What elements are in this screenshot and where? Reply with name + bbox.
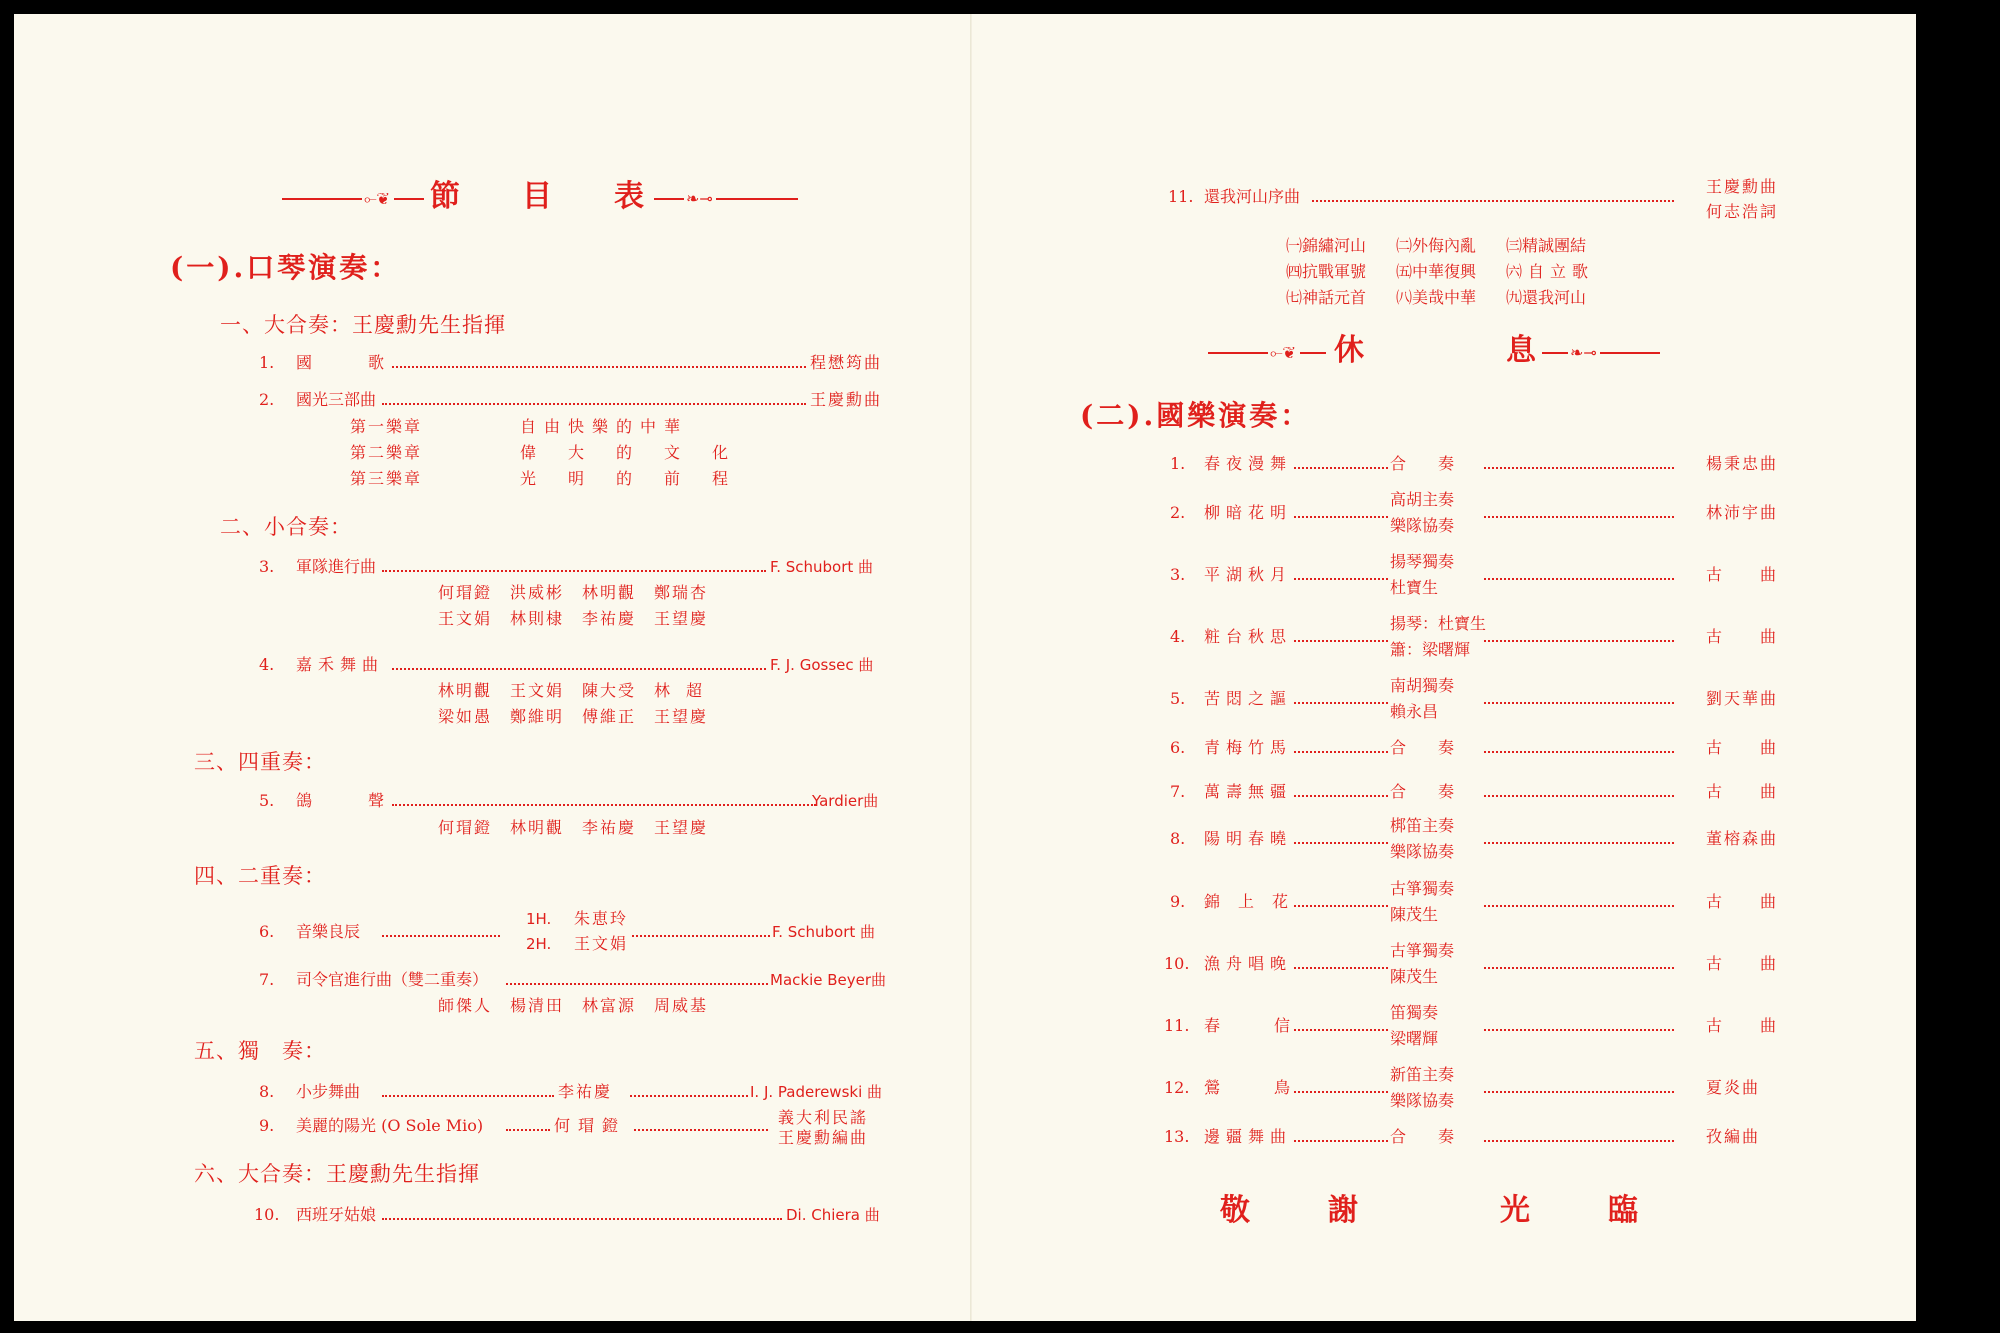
group-quartet: 三、四重奏：: [194, 750, 326, 774]
leader-dots: [1294, 1029, 1388, 1031]
item-title: 苦悶之謳: [1204, 689, 1293, 708]
item-composer: 孜編曲: [1706, 1127, 1761, 1146]
performer: 朱恵玲: [574, 909, 629, 928]
item-performance: 合 奏: [1390, 454, 1455, 473]
item-title: 錦上花: [1204, 892, 1307, 911]
intermission-ornament-left: ⟜❦: [1208, 344, 1328, 362]
item-number: 4.: [259, 655, 275, 674]
item-title: 青梅竹馬: [1204, 738, 1293, 757]
item-composer: F. J. Gossec 曲: [770, 656, 874, 674]
leader-dots: [1294, 578, 1388, 580]
item-number: 8.: [259, 1082, 275, 1101]
item-performance: 梆笛主奏: [1390, 816, 1455, 835]
group-solo: 五、獨 奏：: [194, 1039, 326, 1063]
item-performer: 樂隊協奏: [1390, 516, 1455, 535]
item-number: 1.: [259, 353, 275, 372]
group-grand-ensemble-2: 六、大合奏：王慶勳先生指揮: [194, 1162, 480, 1186]
performer: 林則棣: [510, 609, 565, 628]
item-composer: Di. Chiera 曲: [786, 1206, 880, 1224]
performer: 梁如愚: [438, 707, 493, 726]
item-composer: 夏炎曲: [1706, 1078, 1761, 1097]
leader-dots: [632, 935, 770, 937]
item-composer: 古 曲: [1706, 1016, 1779, 1035]
item-title: 西班牙姑娘: [296, 1205, 377, 1224]
performer: 李祐慶: [582, 609, 637, 628]
item-performer: 杜寶生: [1390, 578, 1439, 597]
item-performance: 合 奏: [1390, 738, 1455, 757]
item-number: 2.: [1170, 503, 1186, 522]
item-number: 4.: [1170, 627, 1186, 646]
item-number: 6.: [259, 922, 275, 941]
leader-dots: [1484, 516, 1674, 518]
group-duet: 四、二重奏：: [194, 864, 326, 888]
item-title: 音樂良辰: [296, 922, 361, 941]
leader-dots: [1294, 640, 1388, 642]
item-performer: 簫：梁曙輝: [1390, 640, 1471, 659]
item-title: 漁舟唱晚: [1204, 954, 1293, 973]
item-composer: 王慶勳曲: [1706, 177, 1779, 196]
leader-dots: [1484, 1091, 1674, 1093]
leader-dots: [1484, 578, 1674, 580]
item-number: 1.: [1170, 454, 1186, 473]
performer: 王望慶: [654, 707, 709, 726]
movement-label: 第一樂章: [350, 417, 423, 436]
performer: 王文娟: [510, 681, 565, 700]
item-lyricist: 何志浩詞: [1706, 202, 1779, 221]
leader-dots: [392, 366, 806, 368]
item-title: 平湖秋月: [1204, 565, 1293, 584]
item-number: 12.: [1164, 1078, 1190, 1097]
item-title: 陽明春曉: [1204, 829, 1293, 848]
item-performance: 笛獨奏: [1390, 1003, 1439, 1022]
closing-char-2: 謝: [1328, 1193, 1358, 1228]
movement-label: 第三樂章: [350, 469, 423, 488]
leader-dots: [1484, 1140, 1674, 1142]
item-title: 春夜漫舞: [1204, 454, 1293, 473]
right-page: [972, 14, 1916, 1321]
performer: 楊清田: [510, 996, 565, 1015]
suite-part: ㈡外侮內亂: [1396, 236, 1477, 255]
item-number: 7.: [1170, 782, 1186, 801]
title-ornament-right: ❧⊸: [654, 190, 799, 208]
item-title: 司令官進行曲（雙二重奏）: [296, 970, 489, 989]
performer: 李祐慶: [582, 818, 637, 837]
performer: 周威基: [654, 996, 709, 1015]
leader-dots: [506, 983, 768, 985]
suite-part: ㈧美哉中華: [1396, 288, 1477, 307]
leader-dots: [1484, 905, 1674, 907]
suite-part: ㈤中華復興: [1396, 262, 1477, 281]
item-number: 5.: [259, 791, 275, 810]
leader-dots: [1294, 795, 1388, 797]
item-composer: 楊秉忠曲: [1706, 454, 1779, 473]
movement-title: 偉大的文化: [520, 443, 761, 462]
item-composer: 劉天華曲: [1706, 689, 1779, 708]
performer: 洪威彬: [510, 583, 565, 602]
leader-dots: [1312, 200, 1674, 202]
item-composer: 林沛宇曲: [1706, 503, 1779, 522]
item-performance: 古箏獨奏: [1390, 941, 1455, 960]
leader-dots: [1294, 516, 1388, 518]
leader-dots: [392, 668, 766, 670]
item-title: 還我河山序曲: [1204, 187, 1301, 206]
leader-dots: [1484, 640, 1674, 642]
item-title: 軍隊進行曲: [296, 557, 377, 576]
leader-dots: [1484, 967, 1674, 969]
item-performer: 梁曙輝: [1390, 1029, 1439, 1048]
leader-dots: [1294, 751, 1388, 753]
performer: 何瑁鐙: [438, 818, 493, 837]
item-performance: 新笛主奏: [1390, 1065, 1455, 1084]
item-performance: 合 奏: [1390, 1127, 1455, 1146]
leader-dots: [634, 1129, 768, 1131]
part-label: 1H.: [526, 910, 552, 928]
performer: 鄭瑞杏: [654, 583, 709, 602]
leader-dots: [382, 935, 500, 937]
item-number: 9.: [1170, 892, 1186, 911]
leader-dots: [1484, 842, 1674, 844]
item-performance: 南胡獨奏: [1390, 676, 1455, 695]
item-number: 13.: [1164, 1127, 1190, 1146]
performer: 林明觀: [510, 818, 565, 837]
item-composer: Yardier曲: [812, 792, 879, 810]
item-title: 邊疆舞曲: [1204, 1127, 1293, 1146]
item-composer: 古 曲: [1706, 782, 1779, 801]
leader-dots: [630, 1095, 748, 1097]
leader-dots: [382, 403, 806, 405]
suite-part: ㈣抗戰軍號: [1286, 262, 1367, 281]
leader-dots: [1484, 1029, 1674, 1031]
leader-dots: [1484, 751, 1674, 753]
item-title: 萬壽無疆: [1204, 782, 1293, 801]
leader-dots: [1294, 905, 1388, 907]
performer: 陳大受: [582, 681, 637, 700]
item-composer: Mackie Beyer曲: [770, 971, 887, 989]
item-title: 小步舞曲: [296, 1082, 361, 1101]
item-composer: 古 曲: [1706, 627, 1779, 646]
performer: 鄭維明: [510, 707, 565, 726]
item-number: 6.: [1170, 738, 1186, 757]
item-number: 5.: [1170, 689, 1186, 708]
leader-dots: [1294, 842, 1388, 844]
item-number: 2.: [259, 390, 275, 409]
performer: 師傑人: [438, 996, 493, 1015]
item-number: 3.: [259, 557, 275, 576]
item-arranger: 王慶勳編曲: [778, 1128, 869, 1147]
suite-part: ㈦神話元首: [1286, 288, 1367, 307]
page-title-char-3: 表: [614, 179, 644, 214]
performer: 何瑁鐙: [438, 583, 493, 602]
item-performer: 樂隊協奏: [1390, 1091, 1455, 1110]
item-composer: 義大利民謠: [778, 1108, 869, 1127]
item-performance: 揚琴：杜寶生: [1390, 614, 1487, 633]
item-number: 11.: [1168, 187, 1194, 206]
item-performer: 陳茂生: [1390, 905, 1439, 924]
item-number: 11.: [1164, 1016, 1190, 1035]
suite-part: ㈥自立歌: [1506, 262, 1595, 281]
leader-dots: [1294, 702, 1388, 704]
leader-dots: [1294, 967, 1388, 969]
item-composer: 古 曲: [1706, 954, 1779, 973]
item-performance: 古箏獨奏: [1390, 879, 1455, 898]
performer: 王望慶: [654, 818, 709, 837]
item-composer: I. J. Paderewski 曲: [750, 1083, 883, 1101]
item-title: 鶯鳥: [1204, 1078, 1345, 1097]
item-composer: 古 曲: [1706, 892, 1779, 911]
item-performer: 賴永昌: [1390, 702, 1439, 721]
item-performance: 合 奏: [1390, 782, 1455, 801]
item-composer: F. Schubort 曲: [770, 558, 874, 576]
suite-part: ㈨還我河山: [1506, 288, 1587, 307]
item-performer: 陳茂生: [1390, 967, 1439, 986]
leader-dots: [382, 1218, 782, 1220]
item-composer: F. Schubort 曲: [772, 923, 876, 941]
item-performance: 揚琴獨奏: [1390, 552, 1455, 571]
performer: 林明觀: [438, 681, 493, 700]
item-composer: 古 曲: [1706, 565, 1779, 584]
performer: 何瑁鐙: [554, 1116, 627, 1135]
performer: 王望慶: [654, 609, 709, 628]
item-number: 10.: [254, 1205, 280, 1224]
movement-title: 自由快樂的中華: [520, 417, 689, 436]
item-title: 柳暗花明: [1204, 503, 1293, 522]
suite-part: ㈢精誠團結: [1506, 236, 1587, 255]
performer: 林超: [654, 681, 719, 700]
part-label: 2H.: [526, 935, 552, 953]
performer: 王文娟: [574, 934, 629, 953]
item-title: 國: [296, 353, 313, 372]
item-title: 國光三部曲: [296, 390, 377, 409]
item-title: 歌: [368, 353, 385, 372]
performer: 王文娟: [438, 609, 493, 628]
title-ornament-left: ⟜❦: [282, 190, 427, 208]
intermission-ornament-right: ❧⊸: [1542, 344, 1662, 362]
item-composer: 程懋筠曲: [810, 353, 883, 372]
item-number: 7.: [259, 970, 275, 989]
item-title: 聲: [368, 791, 385, 810]
item-performer: 樂隊協奏: [1390, 842, 1455, 861]
performer: 林富源: [582, 996, 637, 1015]
leader-dots: [506, 1129, 550, 1131]
leader-dots: [1484, 467, 1674, 469]
leader-dots: [1294, 467, 1388, 469]
intermission-char-1: 休: [1334, 333, 1364, 368]
item-performance: 高胡主奏: [1390, 490, 1455, 509]
item-composer: 古 曲: [1706, 738, 1779, 757]
item-number: 3.: [1170, 565, 1186, 584]
section-chinese-orchestra: (二).國樂演奏：: [1080, 399, 1312, 432]
leader-dots: [1484, 795, 1674, 797]
left-page: [14, 14, 972, 1321]
item-title: 春信: [1204, 1016, 1345, 1035]
suite-part: ㈠錦繡河山: [1286, 236, 1367, 255]
leader-dots: [1484, 702, 1674, 704]
movement-title: 光明的前程: [520, 469, 761, 488]
group-grand-ensemble-1: 一、大合奏：王慶勳先生指揮: [220, 313, 506, 337]
performer: 李祐慶: [558, 1082, 613, 1101]
leader-dots: [1294, 1091, 1388, 1093]
item-title: 美麗的陽光 (O Sole Mio): [296, 1116, 484, 1135]
leader-dots: [382, 1095, 554, 1097]
item-number: 8.: [1170, 829, 1186, 848]
group-small-ensemble: 二、小合奏：: [220, 515, 352, 539]
closing-char-1: 敬: [1220, 1193, 1250, 1228]
performer: 林明觀: [582, 583, 637, 602]
item-composer: 董榕森曲: [1706, 829, 1779, 848]
item-title: 粧台秋思: [1204, 627, 1293, 646]
item-number: 10.: [1164, 954, 1190, 973]
item-number: 9.: [259, 1116, 275, 1135]
item-title: 嘉禾舞曲: [296, 655, 385, 674]
leader-dots: [382, 570, 766, 572]
item-title: 鴿: [296, 791, 313, 810]
section-harmonica: (一).口琴演奏：: [170, 251, 402, 284]
item-composer: 王慶勳曲: [810, 390, 883, 409]
page-title-char-1: 節: [430, 179, 460, 214]
intermission-char-2: 息: [1506, 333, 1536, 368]
performer: 傅維正: [582, 707, 637, 726]
leader-dots: [1294, 1140, 1388, 1142]
closing-char-4: 臨: [1608, 1193, 1638, 1228]
movement-label: 第二樂章: [350, 443, 423, 462]
page-title-char-2: 目: [522, 179, 552, 214]
leader-dots: [392, 804, 816, 806]
closing-char-3: 光: [1500, 1193, 1530, 1228]
